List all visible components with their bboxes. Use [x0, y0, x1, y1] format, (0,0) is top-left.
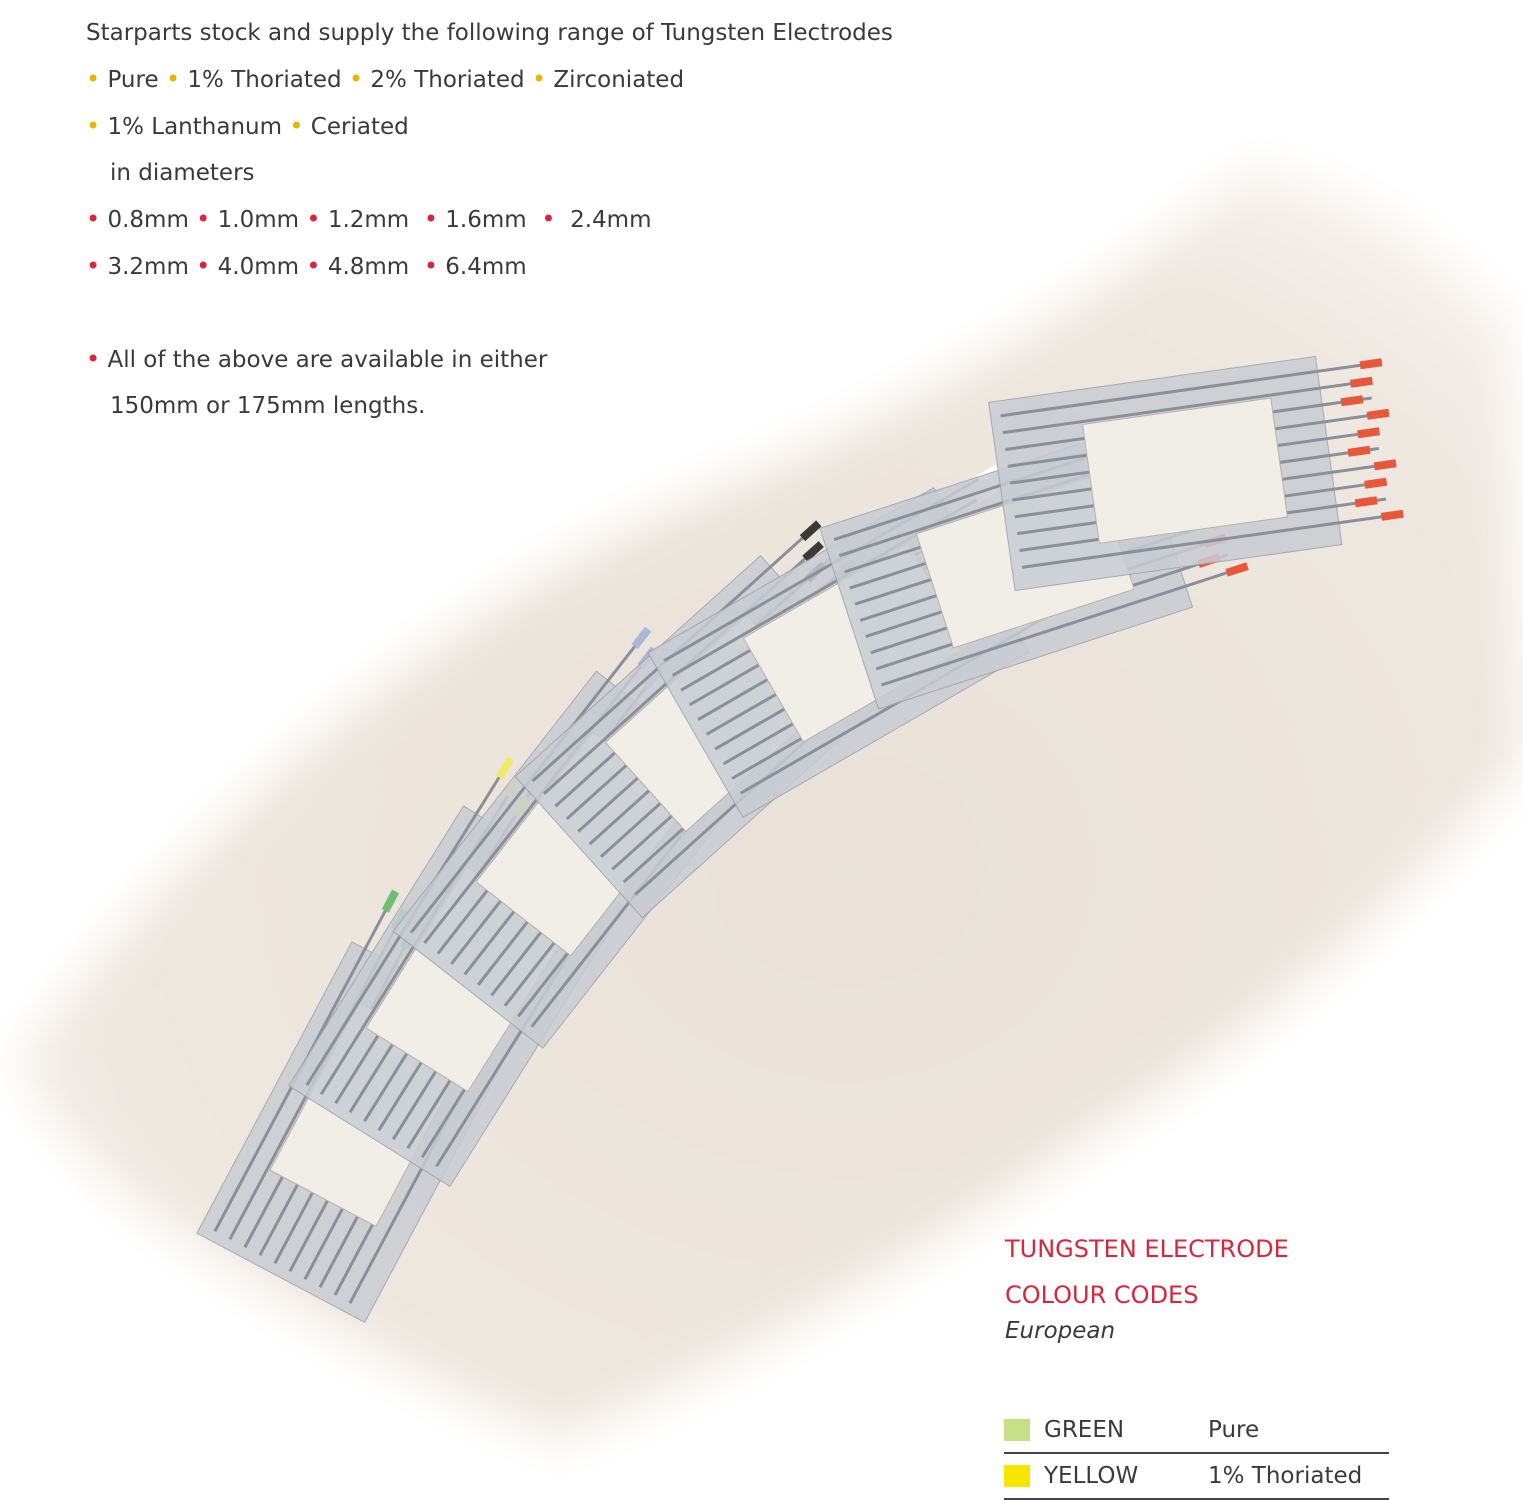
diameters-line-1: • 0.8mm • 1.0mm • 1.2mm • 1.6mm • 2.4mm	[86, 205, 652, 233]
diameter-item: 1.2mm	[327, 207, 410, 233]
diameter-item: 4.0mm	[217, 254, 300, 280]
intro-text	[86, 10, 893, 429]
colour-swatch	[1004, 1419, 1030, 1441]
colour-code-row	[1004, 1454, 1389, 1500]
colour-code-table	[1004, 1408, 1389, 1500]
diameter-item: 1.6mm	[445, 207, 527, 233]
types-line-2: • 1% Lanthanum • Ceriated	[86, 112, 409, 140]
colour-name: YELLOW	[1044, 1463, 1139, 1489]
colour-code-row	[1004, 1408, 1389, 1454]
type-ceriated: Ceriated	[310, 114, 409, 140]
type-1-thoriated: 1% Thoriated	[187, 67, 342, 93]
colour-description: Pure	[1208, 1417, 1260, 1443]
diameter-item: 1.0mm	[217, 207, 300, 233]
diameters-label: in diameters	[110, 160, 255, 186]
colour-codes-subtitle: European	[1005, 1318, 1116, 1344]
intro-heading: Starparts stock and supply the following range of Tungsten Electrodes	[86, 20, 893, 46]
colour-codes-title-line-1: TUNGSTEN ELECTRODE	[1005, 1235, 1289, 1263]
lengths-line-1: • All of the above are available in either	[86, 345, 548, 373]
colour-codes-title-line-2: COLOUR CODES	[1005, 1281, 1199, 1309]
lengths-line-2: 150mm or 175mm lengths.	[110, 393, 426, 419]
type-pure: Pure	[107, 67, 159, 93]
type-lanthanum: 1% Lanthanum	[107, 114, 283, 140]
diameter-item: 4.8mm	[327, 254, 410, 280]
types-line-1: • Pure • 1% Thoriated • 2% Thoriated • Zirconiated	[86, 65, 685, 93]
type-zirconiated: Zirconiated	[553, 67, 685, 93]
diameter-item: 2.4mm	[570, 207, 652, 233]
diameters-line-2: • 3.2mm • 4.0mm • 4.8mm • 6.4mm	[86, 252, 527, 280]
type-2-thoriated: 2% Thoriated	[370, 67, 525, 93]
colour-name: GREEN	[1044, 1417, 1125, 1443]
diameter-item: 0.8mm	[107, 207, 189, 233]
colour-description: 1% Thoriated	[1208, 1463, 1363, 1489]
lengths-text: All of the above are available in either	[107, 347, 548, 373]
colour-codes-title	[1005, 1226, 1289, 1318]
diameter-item: 3.2mm	[107, 254, 189, 280]
diameter-item: 6.4mm	[445, 254, 527, 280]
